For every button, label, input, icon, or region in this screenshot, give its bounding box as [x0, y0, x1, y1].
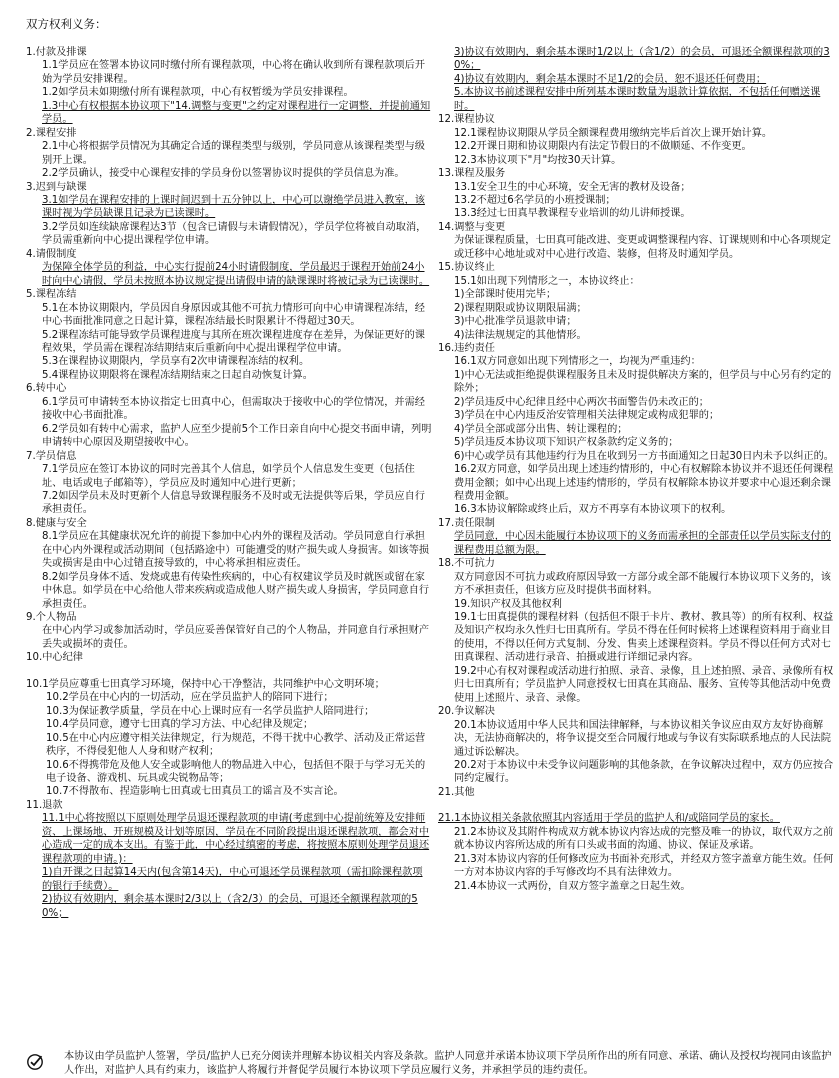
clause-paragraph: 2)协议有效期内，剩余基本课时2/3以上（含2/3）的会员，可退还全额课程款项的50%；: [42, 894, 418, 919]
section-heading: 18.不可抗力: [438, 558, 495, 570]
clause-paragraph: 6)中心或学员有其他违约行为且在收到另一方书面通知之日起30日内未予以纠正的。: [454, 450, 834, 462]
clause-paragraph: 19.1七田真提供的课程材料（包括但不限于卡片、教材、教具等）的所有权利、权益及知识产权均永久性归七田真所有。学员不得在任何时候将上述课程资料用于商业目的使用，不得以任何方式复制、分发、售卖上述课程资料。学员不得以任何方式对七田真课程、活动进行录音、拍摄或进行详细记录内容。: [454, 612, 834, 664]
document-title: 双方权利义务：: [26, 17, 107, 31]
blank-line: [438, 799, 838, 812]
section-heading: 3.迟到与缺课: [26, 181, 87, 193]
clause-paragraph: 为保障全体学员的利益，中心实行提前24小时请假制度，学员最迟于课程开始前24小时向中心请假，学员未按照本协议规定提出请假申请的缺课课时将被记录为已读课时。: [42, 262, 430, 287]
clause-paragraph: 1.3中心有权根据本协议项下"14.调整与变更"之约定对课程进行一定调整，并提前通知学员。: [42, 100, 431, 126]
clause-paragraph: 20.2对于本协议中未受争议问题影响的其他条款，在争议解决过程中，双方仍应按合同约定履行。: [454, 760, 834, 785]
section-heading: 5.课程冻结: [26, 289, 77, 301]
section-heading: 7.学员信息: [26, 450, 77, 462]
clause-paragraph: 4)学员全部或部分出售、转让课程的；: [454, 423, 628, 435]
clause-paragraph: 8.2如学员身体不适、发烧或患有传染性疾病的，中心有权建议学员及时就医或留在家中休息。如学员在中心给他人带来疾病或造成他人财产损失或人身损害，学员同意自行承担责任。: [42, 571, 430, 610]
clause-paragraph: 19.2中心有权对课程或活动进行拍照、录音、录像，且上述拍照、录音、录像所有权归七田真所有；学员监护人同意授权七田真在其商品、服务、宣传等其他活动中免费使用上述照片、录音、录像。: [454, 665, 834, 704]
section-heading: 8.健康与安全: [26, 517, 87, 529]
clause-paragraph: 7.1学员应在签订本协议的同时完善其个人信息，如学员个人信息发生变更（包括住址、电话或电子邮箱等），学员应及时通知中心进行更新；: [42, 464, 415, 489]
section-heading: 13.课程及服务: [438, 168, 506, 180]
clause-paragraph: 11.1中心将按照以下原则处理学员退还课程款项的申请(考虑到中心提前统筹及安排师资、上课场地、开班规模及计划等原因，学员在不同阶段提出退还课程款项，都会对中心造成一定的成本支出。有鉴于此，中心经过缜密的考虑，将按照本原则处理学员退还课程款项的申请。)：: [42, 813, 430, 865]
clause-paragraph: 5.本协议书前述课程安排中所列基本课时数量为退款计算依据，不包括任何赠送课时。: [454, 87, 821, 112]
clause-paragraph: 21.1本协议相关条款依照其内容适用于学员的监护人和/或陪同学员的家长。: [438, 813, 780, 825]
section-heading: 1.付款及排课: [26, 47, 87, 58]
clause-paragraph: 12.1课程协议期限从学员全额课程费用缴纳完毕后首次上课开始计算。: [454, 127, 773, 139]
left-column: [26, 46, 432, 920]
checkbox-checked-icon[interactable]: [26, 1053, 44, 1071]
section-heading: 6.转中心: [26, 383, 67, 395]
clause-paragraph: 5.3在课程协议期限内，学员享有2次申请课程冻结的权利。: [42, 356, 310, 368]
clause-paragraph: 3)协议有效期内，剩余基本课时1/2以上（含1/2）的会员，可退还全额课程款项的30%；: [454, 47, 830, 72]
clause-paragraph: 12.3本协议项下"月"均按30天计算。: [454, 154, 622, 166]
blank-line: [26, 665, 432, 678]
clause-paragraph: 在中心内学习或参加活动时，学员应妥善保管好自己的个人物品，并同意自行承担财产丢失或损坏的责任。: [42, 625, 430, 650]
section-heading: 2.课程安排: [26, 127, 77, 139]
clause-paragraph: 7.2如因学员未及时更新个人信息导致课程服务不及时或无法提供等后果，学员应自行承担责任。: [42, 490, 425, 516]
clause-paragraph: 21.2本协议及其附件构成双方就本协议内容达成的完整及唯一的协议，取代双方之前就本协议内容所达成的所有口头或书面的沟通、协议、保证及承诺。: [454, 826, 834, 852]
right-column: [438, 46, 838, 893]
clause-paragraph: 12.2开课日期和协议期限内有法定节假日的不做顺延、不作变更。: [454, 141, 752, 153]
clause-paragraph: 10.6不得携带危及他人安全或影响他人的物品进入中心，包括但不限于与学习无关的电子设备、游戏机、玩具或尖锐物品等；: [46, 759, 426, 785]
clause-paragraph: 双方同意因不可抗力或政府原因导致一方部分或全部不能履行本协议项下义务的，该方不承担责任，但该方应及时提供书面材料。: [454, 571, 831, 597]
clause-paragraph: 6.2学员如有转中心需求，监护人应至少提前5个工作日亲自向中心提交书面申请，列明申请转中心原因及期望接收中心。: [42, 423, 432, 449]
section-heading: 17.责任限制: [438, 517, 495, 529]
clause-paragraph: 13.2不超过6名学员的小班授课制；: [454, 194, 616, 206]
clause-paragraph: 20.1本协议适用中华人民共和国法律解释，与本协议相关争议应由双方友好协商解决，无法协商解决的，将争议提交至合同履行地或与争议有实际联系地点的人民法院通过诉讼解决。: [454, 719, 831, 758]
clause-paragraph: 为保证课程质量，七田真可能改进、变更或调整课程内容、订课规则和中心各项规定或迁移中心地址或对中心进行改造、装修，但将及时通知学员。: [454, 235, 831, 260]
section-heading: 16.违约责任: [438, 342, 495, 354]
clause-paragraph: 8.1学员应在其健康状况允许的前提下参加中心内外的课程及活动。学员同意自行承担在中心内外课程或活动期间（包括路途中）可能遭受的财产损失或人身损害。如该等损失或损害是由中心过错直接导致的，中心将承担相应责任。: [42, 531, 430, 570]
section-heading: 20.争议解决: [438, 706, 495, 718]
clause-paragraph: 10.2学员在中心内的一切活动，应在学员监护人的陪同下进行；: [46, 692, 334, 704]
clause-paragraph: 13.3经过七田真早教课程专业培训的幼儿讲师授课。: [454, 208, 691, 220]
clause-paragraph: 19.知识产权及其他权利: [454, 598, 562, 610]
section-heading: 21.其他: [438, 786, 475, 798]
clause-paragraph: 16.3本协议解除或终止后，双方不再享有本协议项下的权利。: [454, 504, 732, 516]
clause-paragraph: 10.5在中心内应遵守相关法律规定，行为规范，不得干扰中心教学、活动及正常运营秩序，不得侵犯他人人身和财产权利；: [46, 732, 426, 758]
clause-paragraph: 16.1双方同意如出现下列情形之一，均视为严重违约：: [454, 356, 701, 368]
section-heading: 11.退款: [26, 799, 63, 811]
section-heading: 4.请假制度: [26, 248, 77, 260]
section-heading: 14.调整与变更: [438, 221, 506, 233]
clause-paragraph: 5)学员违反本协议项下知识产权条款约定义务的；: [454, 437, 679, 449]
section-heading: 10.1学员应尊重七田真学习环境，保持中心干净整洁，共同维护中心文明环境；: [26, 678, 385, 690]
clause-paragraph: 6.1学员可申请转至本协议指定七田真中心，但需取决于接收中心的学位情况，并需经接收中心书面批准。: [42, 396, 425, 422]
clause-paragraph: 2)学员违反中心纪律且经中心两次书面警告仍未改正的；: [454, 396, 709, 408]
clause-paragraph: 2.1中心将根据学员情况为其确定合适的课程类型与级别，学员同意从该课程类型与级别开上课。: [42, 141, 425, 166]
clause-paragraph: 1)自开课之日起算14天内(包含第14天)，中心可退还学员课程款项（需扣除课程款项的银行手续费）。: [42, 867, 423, 892]
clause-paragraph: 1.2如学员未如期缴付所有课程款项，中心有权暂缓为学员安排课程。: [42, 87, 354, 99]
clause-paragraph: 16.2双方同意，如学员出现上述违约情形的，中心有权解除本协议并不退还任何课程费用金额；如中心出现上述违约情形的，学员有权解除本协议并要求中心退还剩余课程费用金额。: [454, 464, 834, 502]
clause-paragraph: 21.4本协议一式两份，自双方签字盖章之日起生效。: [454, 880, 691, 892]
clause-paragraph: 学员同意，中心因未能履行本协议项下的义务而需承担的全部责任以学员实际支付的课程费用总额为限。: [454, 531, 831, 556]
clause-paragraph: 10.4学员同意，遵守七田真的学习方法、中心纪律及规定；: [46, 719, 314, 731]
section-heading: 9.个人物品: [26, 612, 77, 624]
clause-paragraph: 1)全部课时使用完毕；: [454, 289, 557, 301]
section-heading: 12.课程协议: [438, 114, 495, 126]
clause-paragraph: 1)中心无法或拒绝提供课程服务且未及时提供解决方案的，但学员与中心另有约定的除外；: [454, 369, 832, 395]
clause-paragraph: 21.3对本协议内容的任何修改应为书面补充形式，并经双方签字盖章方能生效。任何一方对本协议内容的手写修改均不具有法律效力。: [454, 853, 834, 879]
clause-paragraph: 4)协议有效期内，剩余基本课时不足1/2的会员，恕不退还任何费用；: [454, 73, 767, 85]
clause-paragraph: 3)中心批准学员退款申请；: [454, 316, 577, 328]
clause-paragraph: 3.2学员如连续缺席课程达3节（包含已请假与未请假情况），学员学位将被自动取消，学员需重新向中心提出课程学位申请。: [42, 221, 427, 247]
clause-paragraph: 15.1如出现下列情形之一，本协议终止：: [454, 275, 640, 287]
clause-paragraph: 5.4课程协议期限将在课程冻结期结束之日起自动恢复计算。: [42, 369, 313, 381]
confirmation-text: 本协议由学员监护人签署，学员/监护人已充分阅读并理解本协议相关内容及条款。监护人同意并承诺本协议项下学员所作出的所有同意、承诺、确认及授权均视同由该监护人作出，对监护人具有约束力，该监护人将履行并督促学员履行本协议项下学员应履行义务，并承担学员的违约责任。: [64, 1051, 832, 1076]
clause-paragraph: 3.1如学员在课程安排的上课时间迟到十五分钟以上，中心可以谢绝学员进入教室，该课时视为学员缺课且记录为已读课时。: [42, 194, 425, 220]
clause-paragraph: 4)法律法规规定的其他情形。: [454, 329, 587, 341]
section-heading: 10.中心纪律: [26, 652, 83, 664]
agreement-confirmation: [26, 1050, 838, 1078]
section-heading: 15.协议终止: [438, 262, 495, 274]
clause-paragraph: 2.2学员确认，接受中心课程安排的学员身份以签署协议时提供的学员信息为准。: [42, 168, 405, 180]
clause-paragraph: 5.1在本协议期限内，学员因自身原因或其他不可抗力情形可向中心申请课程冻结，经中心书面批准同意之日起计算，课程冻结最长时限累计不得超过30天。: [42, 302, 425, 328]
clause-paragraph: 10.3为保证教学质量，学员在中心上课时应有一名学员监护人陪同进行；: [46, 705, 375, 717]
clause-paragraph: 10.7不得散布、捏造影响七田真或七田真员工的谣言及不实言论。: [46, 786, 344, 798]
clause-paragraph: 3)学员在中心内违反治安管理相关法律规定或构成犯罪的；: [454, 410, 720, 422]
clause-paragraph: 13.1安全卫生的中心环境，安全无害的教材及设备；: [454, 181, 691, 193]
clause-paragraph: 1.1学员应在签署本协议同时缴付所有课程款项，中心将在确认收到所有课程款项后开始为学员安排课程。: [42, 60, 425, 85]
clause-paragraph: 2)课程期限或协议期限届满；: [454, 302, 587, 314]
clause-paragraph: 5.2课程冻结可能导致学员课程进度与其所在班次课程进度存在差异，为保证更好的课程效果，学员需在课程冻结期结束后重新向中心提出课程学位申请。: [42, 329, 425, 354]
